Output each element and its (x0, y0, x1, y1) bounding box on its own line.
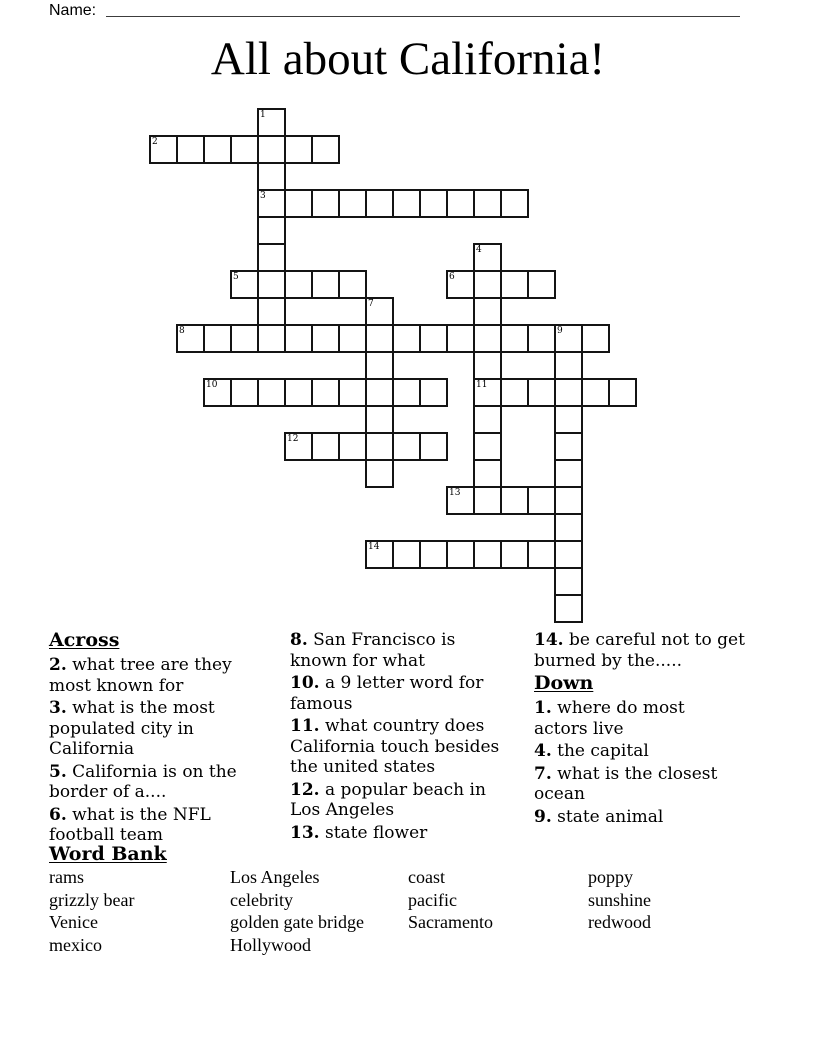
word-bank-item: Hollywood (230, 934, 311, 955)
grid-cell[interactable] (176, 324, 205, 353)
grid-cell[interactable] (500, 189, 529, 218)
clue-number: 12. (290, 779, 320, 800)
grid-cell[interactable] (527, 270, 556, 299)
grid-cell[interactable] (365, 540, 394, 569)
word-bank-item: grizzly bear (49, 889, 135, 910)
grid-cell[interactable] (338, 432, 367, 461)
grid-cell[interactable] (311, 378, 340, 407)
grid-cell[interactable] (392, 432, 421, 461)
clue-number: 7. (534, 763, 552, 784)
grid-cell[interactable] (284, 432, 313, 461)
cell-number: 8 (179, 326, 185, 336)
grid-cell[interactable] (392, 324, 421, 353)
clue: 9. state animal (534, 806, 664, 827)
grid-cell[interactable] (338, 270, 367, 299)
clue-number: 9. (534, 806, 552, 827)
clue: 11. what country does California touch besides the united states (290, 716, 500, 777)
grid-cell[interactable] (257, 378, 286, 407)
name-input-line[interactable] (106, 2, 740, 17)
grid-cell[interactable] (446, 189, 475, 218)
clue-number: 2. (49, 655, 67, 675)
grid-cell[interactable] (392, 189, 421, 218)
grid-cell[interactable] (473, 270, 502, 299)
cell-number: 14 (368, 542, 380, 552)
word-bank-item: sunshine (588, 889, 651, 910)
grid-cell[interactable] (365, 297, 394, 326)
grid-cell[interactable] (473, 378, 502, 407)
grid-cell[interactable] (230, 270, 259, 299)
grid-cell[interactable] (284, 324, 313, 353)
grid-cell[interactable] (500, 378, 529, 407)
grid-cell[interactable] (311, 135, 340, 164)
grid-cell[interactable] (554, 378, 583, 407)
grid-cell[interactable] (365, 405, 394, 434)
grid-cell[interactable] (230, 135, 259, 164)
grid-cell[interactable] (284, 378, 313, 407)
grid-cell[interactable] (554, 594, 583, 623)
grid-cell[interactable] (257, 135, 286, 164)
grid-cell[interactable] (311, 324, 340, 353)
grid-cell[interactable] (311, 189, 340, 218)
clue: 2. what tree are they most known for (49, 655, 232, 696)
cell-number: 9 (557, 326, 563, 336)
grid-cell[interactable] (500, 270, 529, 299)
clue: 14. be careful not to get burned by the..... (534, 630, 745, 671)
clue: 6. what is the NFL football team (49, 804, 211, 845)
grid-cell[interactable] (446, 324, 475, 353)
grid-cell[interactable] (527, 486, 556, 515)
grid-cell[interactable] (257, 270, 286, 299)
grid-cell[interactable] (230, 324, 259, 353)
word-bank-item: celebrity (230, 889, 293, 910)
clue-number: 1. (534, 698, 552, 718)
grid-cell[interactable] (554, 432, 583, 461)
word-bank-item: poppy (588, 867, 633, 887)
grid-cell[interactable] (176, 135, 205, 164)
grid-cell[interactable] (365, 459, 394, 488)
grid-cell[interactable] (581, 378, 610, 407)
cell-number: 6 (449, 272, 455, 282)
grid-cell[interactable] (473, 432, 502, 461)
word-bank-item: Sacramento (408, 912, 493, 932)
puzzle-title: All about California! (210, 33, 606, 85)
grid-cell[interactable] (500, 486, 529, 515)
grid-cell[interactable] (473, 351, 502, 380)
clue-number: 6. (49, 804, 67, 825)
grid-cell[interactable] (419, 324, 448, 353)
clue-number: 11. (290, 716, 320, 736)
grid-cell[interactable] (419, 540, 448, 569)
word-bank-item: redwood (588, 912, 651, 932)
clues-column-2 (290, 630, 522, 845)
word-bank-column-3 (408, 866, 493, 934)
grid-cell[interactable] (257, 108, 286, 137)
grid-cell[interactable] (338, 189, 367, 218)
grid-cell[interactable] (230, 378, 259, 407)
word-bank-column-1 (49, 866, 134, 956)
grid-cell[interactable] (257, 324, 286, 353)
cell-number: 3 (260, 191, 266, 201)
grid-cell[interactable] (392, 540, 421, 569)
grid-cell[interactable] (311, 432, 340, 461)
grid-cell[interactable] (608, 378, 637, 407)
grid-cell[interactable] (473, 405, 502, 434)
grid-cell[interactable] (365, 378, 394, 407)
name-label: Name: (49, 2, 97, 19)
grid-cell[interactable] (311, 270, 340, 299)
down-heading: Down (534, 672, 594, 694)
cell-number: 4 (476, 245, 482, 255)
grid-cell[interactable] (554, 486, 583, 515)
grid-cell[interactable] (338, 324, 367, 353)
grid-cell[interactable] (203, 135, 232, 164)
clue: 7. what is the closest ocean (534, 763, 718, 804)
grid-cell[interactable] (392, 378, 421, 407)
grid-cell[interactable] (473, 486, 502, 515)
grid-cell[interactable] (473, 297, 502, 326)
word-bank-item: coast (408, 867, 445, 887)
cell-number: 7 (368, 299, 374, 309)
grid-cell[interactable] (500, 324, 529, 353)
grid-cell[interactable] (419, 378, 448, 407)
cell-number: 10 (206, 380, 218, 390)
grid-cell[interactable] (257, 297, 286, 326)
clues-column-1 (49, 630, 277, 848)
grid-cell[interactable] (284, 189, 313, 218)
across-heading: Across (49, 629, 120, 651)
clue-number: 4. (534, 741, 552, 761)
word-bank-item: Venice (49, 912, 98, 932)
grid-cell[interactable] (554, 324, 583, 353)
grid-cell[interactable] (257, 243, 286, 272)
grid-cell[interactable] (554, 567, 583, 596)
clue: 13. state flower (290, 822, 428, 843)
clue-number: 14. (534, 630, 564, 650)
clue: 5. California is on the border of a.... (49, 761, 237, 802)
grid-cell[interactable] (203, 324, 232, 353)
grid-cell[interactable] (554, 540, 583, 569)
grid-cell[interactable] (554, 405, 583, 434)
grid-cell[interactable] (473, 189, 502, 218)
grid-cell[interactable] (257, 162, 286, 191)
grid-cell[interactable] (446, 270, 475, 299)
cell-number: 5 (233, 272, 239, 282)
grid-cell[interactable] (149, 135, 178, 164)
grid-cell[interactable] (284, 135, 313, 164)
grid-cell[interactable] (284, 270, 313, 299)
cell-number: 13 (449, 488, 461, 498)
grid-cell[interactable] (203, 378, 232, 407)
crossword-grid (149, 108, 637, 623)
grid-cell[interactable] (365, 432, 394, 461)
grid-cell[interactable] (365, 351, 394, 380)
cell-number: 11 (476, 380, 488, 390)
clue-number: 10. (290, 673, 320, 693)
grid-cell[interactable] (365, 189, 394, 218)
cell-number: 2 (152, 137, 158, 147)
word-bank-column-4 (588, 866, 651, 934)
word-bank-item: golden gate bridge (230, 912, 364, 932)
clues-column-3 (534, 630, 766, 829)
clue-number: 8. (290, 630, 308, 650)
word-bank-item: rams (49, 867, 84, 887)
clue: 3. what is the most populated city in California (49, 698, 215, 759)
grid-cell[interactable] (257, 216, 286, 245)
grid-cell[interactable] (527, 378, 556, 407)
clue-number: 5. (49, 761, 67, 782)
grid-cell[interactable] (473, 540, 502, 569)
grid-cell[interactable] (473, 324, 502, 353)
grid-cell[interactable] (473, 243, 502, 272)
word-bank-column-2 (230, 866, 364, 956)
grid-cell[interactable] (554, 351, 583, 380)
grid-cell[interactable] (365, 324, 394, 353)
grid-cell[interactable] (446, 486, 475, 515)
grid-cell[interactable] (338, 378, 367, 407)
grid-cell[interactable] (527, 324, 556, 353)
word-bank-item: mexico (49, 934, 102, 955)
cell-number: 1 (260, 110, 266, 120)
word-bank-heading: Word Bank (49, 843, 167, 865)
word-bank-item: pacific (408, 889, 457, 910)
grid-cell[interactable] (581, 324, 610, 353)
grid-cell[interactable] (554, 513, 583, 542)
grid-cell[interactable] (554, 459, 583, 488)
clue-number: 13. (290, 822, 320, 843)
grid-cell[interactable] (446, 540, 475, 569)
grid-cell[interactable] (527, 540, 556, 569)
clue: 8. San Francisco is known for what (290, 630, 456, 671)
clue: 1. where do most actors live (534, 698, 685, 739)
clue-number: 3. (49, 698, 67, 718)
cell-number: 12 (287, 434, 299, 444)
grid-cell[interactable] (419, 432, 448, 461)
word-bank-item: Los Angeles (230, 867, 320, 887)
grid-cell[interactable] (473, 459, 502, 488)
grid-cell[interactable] (257, 189, 286, 218)
clue: 10. a 9 letter word for famous (290, 673, 484, 714)
clue: 12. a popular beach in Los Angeles (290, 779, 486, 820)
clue: 4. the capital (534, 741, 649, 761)
grid-cell[interactable] (419, 189, 448, 218)
grid-cell[interactable] (500, 540, 529, 569)
